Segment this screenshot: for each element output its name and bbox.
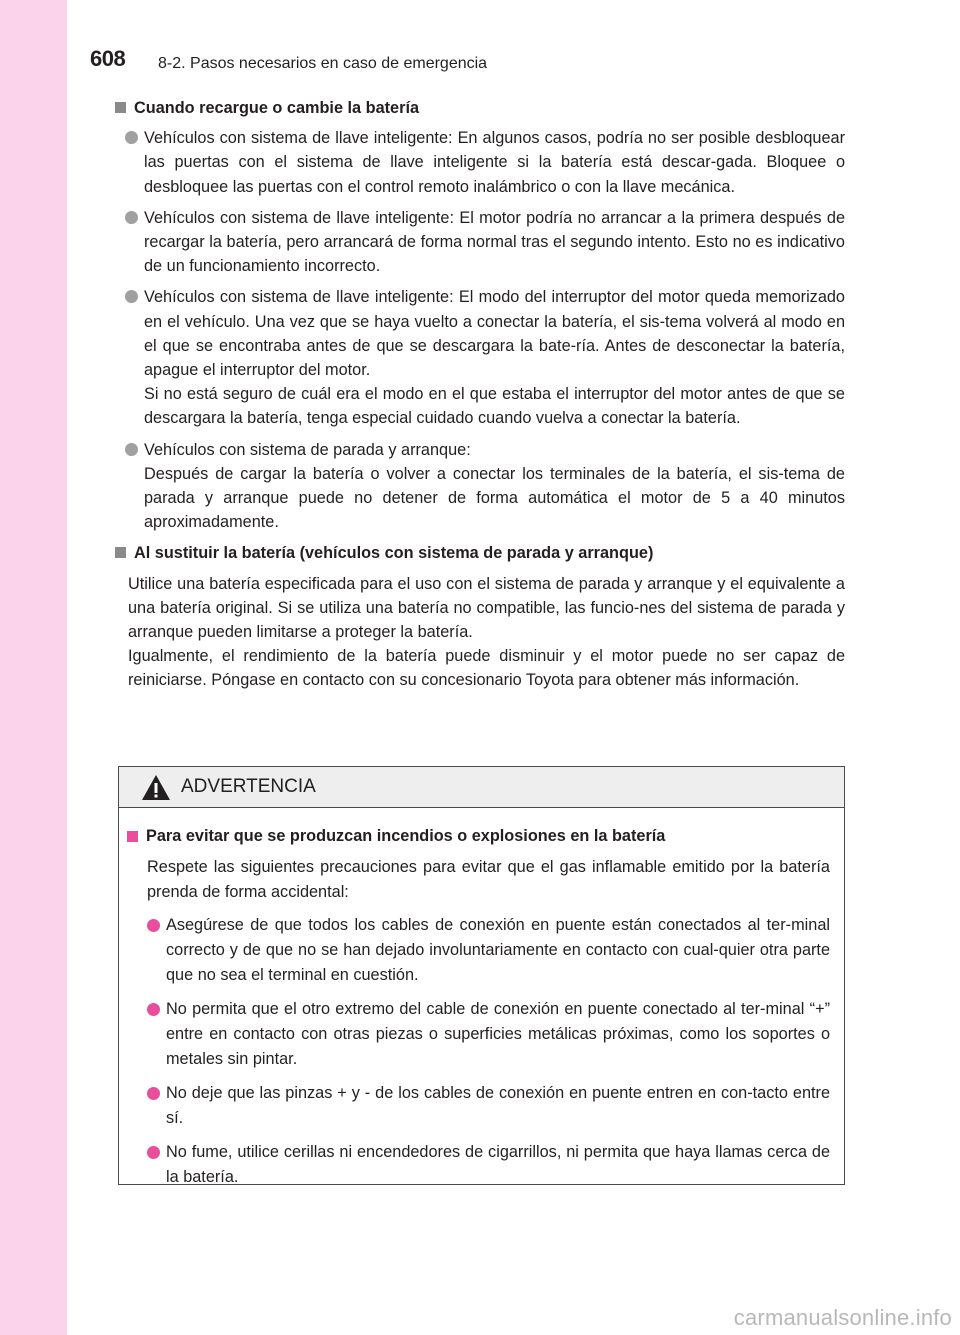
list-item-text — [144, 285, 845, 430]
recharge-heading-text: Cuando recargue o cambie la batería — [134, 99, 420, 117]
circle-bullet-icon — [125, 443, 138, 456]
square-bullet-icon — [115, 547, 126, 558]
list-item-text: No deje que las pinzas + y - de los cables de conexión en puente entren en con-tacto entre sí. — [166, 1084, 830, 1127]
warning-heading-text: Para evitar que se produzcan incendios o explosiones en la batería — [146, 827, 666, 845]
warning-heading — [127, 824, 830, 849]
list-item — [125, 285, 845, 430]
paragraph: Igualmente, el rendimiento de la batería puede disminuir y el motor puede no ser capaz de reiniciarse. Póngase en contacto con su concesionario Toyota para obtener más información. — [128, 647, 845, 690]
circle-bullet-icon — [125, 290, 138, 303]
replace-heading — [115, 541, 845, 565]
list-item-text: Vehículos con sistema de llave inteligente: El motor podría no arrancar a la primera después de recargar la batería, pero arrancará de forma normal tras el segundo intento. Esto no es indicativo de un funcionamiento incorrecto. — [144, 208, 845, 276]
warning-intro: Respete las siguientes precauciones para evitar que el gas inflamable emitido por la batería prenda de forma accidental: — [147, 858, 830, 901]
circle-bullet-icon — [147, 1003, 160, 1016]
section-title: 8-2. Pasos necesarios en caso de emergencia — [158, 55, 488, 72]
square-bullet-icon — [115, 102, 126, 113]
list-item — [125, 438, 845, 535]
page-number: 608 — [90, 46, 126, 71]
list-item-text: No permita que el otro extremo del cable de conexión en puente conectado al ter-minal “+” entre en contacto con otras piezas o superficies metálicas próximas, como los soportes o metales sin pintar. — [166, 1000, 830, 1068]
warning-body — [119, 808, 844, 1190]
circle-bullet-icon — [147, 919, 160, 932]
warning-header — [119, 767, 844, 808]
list-item-text-part: Después de cargar la batería o volver a conectar los terminales de la batería, el sis-tema de parada y arranque puede no detener de forma automática el motor de 5 a 40 minutos aproximadamente. — [144, 464, 845, 532]
warning-triangle-icon — [141, 774, 171, 801]
list-item — [147, 913, 830, 988]
circle-bullet-icon — [147, 1087, 160, 1100]
warning-title: ADVERTENCIA — [181, 776, 316, 797]
replace-heading-text: Al sustituir la batería (vehículos con sistema de parada y arranque) — [134, 544, 654, 563]
list-item — [147, 1081, 830, 1131]
square-bullet-icon — [127, 831, 138, 842]
list-item-text — [144, 438, 845, 535]
recharge-heading — [115, 96, 845, 120]
list-item — [147, 1140, 830, 1190]
warning-box — [118, 766, 845, 1185]
list-item-text: Vehículos con sistema de llave inteligente: En algunos casos, podría no ser posible desbloquear las puertas con el sistema de llave inteligente si la batería está descar-gada. Bloquee o desbloquee las puertas con el control remoto inalámbrico o con la llave mecánica. — [144, 129, 845, 196]
circle-bullet-icon — [147, 1146, 160, 1159]
list-item-text: Asegúrese de que todos los cables de conexión en puente están conectados al ter-minal correcto y de que no se han dejado involuntariamente en contacto con cual-quier otra parte que no sea el terminal en cuestión. — [166, 916, 830, 984]
side-tab-bar — [0, 0, 67, 1335]
list-item — [125, 126, 845, 199]
list-item-text-part: Vehículos con sistema de parada y arranque: — [144, 440, 471, 459]
circle-bullet-icon — [125, 131, 138, 144]
list-item-text: No fume, utilice cerillas ni encendedores de cigarrillos, ni permita que haya llamas cerca de la batería. — [166, 1143, 830, 1186]
watermark: carmanualsonline.info — [733, 1305, 952, 1330]
list-item — [125, 206, 845, 279]
list-item — [147, 997, 830, 1072]
circle-bullet-icon — [125, 211, 138, 224]
list-item-text-part: Vehículos con sistema de llave inteligente: El modo del interruptor del motor queda memorizado en el vehículo. Una vez que se haya vuelto a conectar la batería, el sis-tema volverá al modo en el que se encontraba antes de que se descargara la bate-ría. Antes de desconectar la batería, apague el interruptor del motor. — [144, 288, 845, 380]
main-content — [115, 96, 845, 693]
paragraph: Utilice una batería especificada para el uso con el sistema de parada y arranque y el equivalente a una batería original. Si se utiliza una batería no compatible, las funcio-nes del sistema de parada y arranque pueden limitarse a proteger la batería. — [128, 574, 845, 642]
list-item-text-part: Si no está seguro de cuál era el modo en el que estaba el interruptor del motor antes de que se descargara la batería, tenga especial cuidado cuando vuelva a conectar la batería. — [144, 385, 845, 428]
